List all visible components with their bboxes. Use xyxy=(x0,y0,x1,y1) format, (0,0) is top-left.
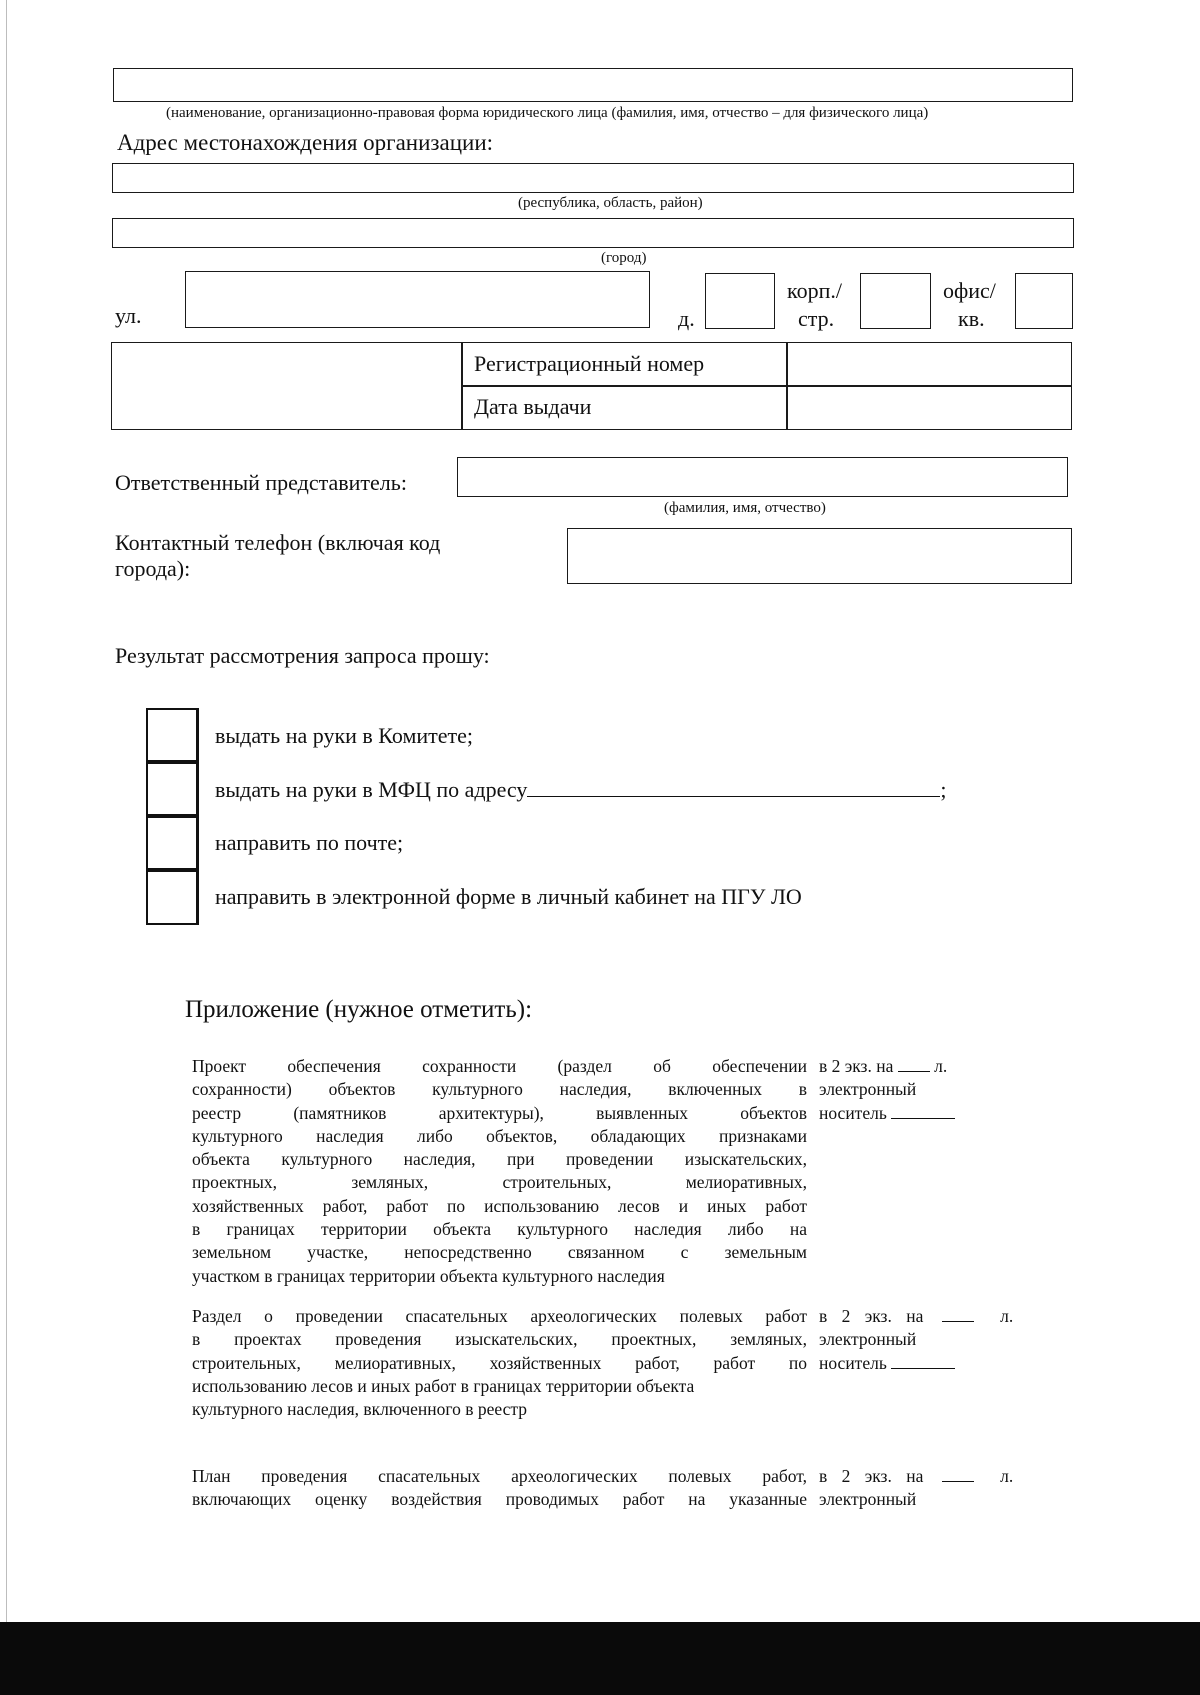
attachment-item-2-copies xyxy=(819,1305,1024,1375)
scan-bottom-band xyxy=(0,1622,1200,1695)
phone-field[interactable] xyxy=(567,528,1072,584)
corp-label-line1: корп./ xyxy=(787,278,842,303)
option-electronic-label: направить в электронной форме в личный кабинет на ПГУ ЛО xyxy=(215,884,802,909)
corp-field[interactable] xyxy=(860,273,931,329)
attachment-item-1-text xyxy=(192,1055,807,1288)
representative-input[interactable] xyxy=(458,458,1067,496)
sheets-count-blank[interactable] xyxy=(942,1307,974,1322)
option-mfc-checkbox[interactable] xyxy=(146,762,199,816)
sheets-count-blank[interactable] xyxy=(942,1467,974,1482)
phone-input[interactable] xyxy=(568,529,1071,583)
street-field[interactable] xyxy=(185,271,650,328)
media-label: электронный xyxy=(819,1489,917,1510)
office-label-line1: офис/ xyxy=(943,278,996,303)
attachment-1-line: хозяйственных работ, работ по использованию лесов и иных работ xyxy=(192,1195,807,1216)
city-field[interactable] xyxy=(112,218,1074,248)
media-label: электронный xyxy=(819,1329,917,1350)
phone-label-line1: Контактный телефон (включая код xyxy=(115,530,441,555)
representative-field[interactable] xyxy=(457,457,1068,497)
city-caption: (город) xyxy=(601,250,647,266)
attachment-1-line: Проект обеспечения сохранности (раздел об обеспечении xyxy=(192,1056,807,1076)
attachment-2-line: культурного наследия, включенного в реестр xyxy=(192,1399,527,1420)
option-mfc-row xyxy=(215,776,947,803)
attachment-2-line: в проектах проведения изыскательских, проектных, земляных, xyxy=(192,1329,807,1350)
attachment-2-line: использованию лесов и иных работ в границах территории объекта xyxy=(192,1375,695,1396)
attachments-heading: Приложение (нужное отметить): xyxy=(185,996,533,1023)
attachment-item-3-text xyxy=(192,1465,807,1512)
attachment-item-3-copies xyxy=(819,1465,1024,1512)
copies-prefix: в 2 экз. на xyxy=(819,1056,894,1076)
copies-prefix: в 2 экз. на xyxy=(819,1306,924,1326)
attachment-item-1-copies xyxy=(819,1055,955,1125)
region-input[interactable] xyxy=(113,164,1073,192)
reg-date-label: Дата выдачи xyxy=(474,394,592,419)
org-name-caption: (наименование, организационно-правовая форма юридического лица (фамилия, имя, отчество – для физического лица) xyxy=(166,105,929,121)
office-input[interactable] xyxy=(1016,274,1072,328)
attachment-3-line: включающих оценку воздействия проводимых работ на указанные xyxy=(192,1489,807,1510)
option-mfc-suffix: ; xyxy=(940,777,947,802)
attachment-1-line: объекта культурного наследия, при проведении изыскательских, xyxy=(192,1149,807,1170)
street-input[interactable] xyxy=(186,272,649,327)
option-post-checkbox[interactable] xyxy=(146,816,199,870)
phone-label-line2: города): xyxy=(115,556,191,581)
mfc-address-line[interactable] xyxy=(527,776,940,797)
house-field[interactable] xyxy=(705,273,775,329)
house-label: д. xyxy=(678,306,695,331)
org-name-input[interactable] xyxy=(114,69,1072,101)
reg-number-input[interactable] xyxy=(788,343,1071,385)
attachment-1-line: проектных, земляных, строительных, мелиоративных, xyxy=(192,1172,807,1193)
attachment-2-line: строительных, мелиоративных, хозяйственных работ, работ по xyxy=(192,1352,807,1373)
attachment-1-line: сохранности) объектов культурного наследия, включенных в xyxy=(192,1079,807,1100)
region-caption: (республика, область, район) xyxy=(518,195,703,211)
address-label: Адрес местонахождения организации: xyxy=(117,130,494,155)
copies-prefix: в 2 экз. на xyxy=(819,1466,924,1486)
copies-suffix: л. xyxy=(1000,1306,1014,1326)
attachment-item-2-text xyxy=(192,1305,807,1421)
corp-input[interactable] xyxy=(861,274,930,328)
reg-date-input[interactable] xyxy=(788,387,1071,429)
scan-edge xyxy=(6,0,7,1622)
attachment-1-line: в границах территории объекта культурного наследия либо на xyxy=(192,1219,807,1240)
office-label-line2: кв. xyxy=(958,306,985,331)
corp-label-line2: стр. xyxy=(798,306,835,331)
representative-caption: (фамилия, имя, отчество) xyxy=(664,500,826,516)
org-name-field[interactable] xyxy=(113,68,1073,102)
media-blank[interactable] xyxy=(891,1354,955,1369)
attachment-1-line: реестр (памятников архитектуры), выявленных объектов xyxy=(192,1102,807,1123)
copies-suffix: л. xyxy=(1000,1466,1014,1486)
media-label: электронный xyxy=(819,1079,917,1100)
house-input[interactable] xyxy=(706,274,774,328)
option-committee-checkbox[interactable] xyxy=(146,708,199,762)
media-label: носитель xyxy=(819,1102,887,1123)
city-input[interactable] xyxy=(113,219,1073,247)
attachment-1-line: участком в границах территории объекта культурного наследия xyxy=(192,1265,665,1286)
media-label: носитель xyxy=(819,1352,887,1373)
registration-table xyxy=(111,342,1072,430)
option-committee-label: выдать на руки в Комитете; xyxy=(215,723,474,748)
attachment-1-line: земельном участке, непосредственно связанном с земельным xyxy=(192,1242,807,1263)
representative-label: Ответственный представитель: xyxy=(115,470,407,495)
option-post-label: направить по почте; xyxy=(215,830,404,855)
region-field[interactable] xyxy=(112,163,1074,193)
option-mfc-label: выдать на руки в МФЦ по адресу xyxy=(215,777,528,802)
sheets-count-blank[interactable] xyxy=(898,1057,930,1072)
copies-suffix: л. xyxy=(934,1056,948,1076)
attachment-3-line: План проведения спасательных археологических полевых работ, xyxy=(192,1466,807,1486)
option-electronic-checkbox[interactable] xyxy=(146,870,199,925)
result-label: Результат рассмотрения запроса прошу: xyxy=(115,643,490,668)
attachment-2-line: Раздел о проведении спасательных археологических полевых работ xyxy=(192,1306,807,1326)
street-label: ул. xyxy=(115,303,142,328)
media-blank[interactable] xyxy=(891,1104,955,1119)
attachment-1-line: культурного наследия либо объектов, обладающих признаками xyxy=(192,1125,807,1146)
reg-number-label: Регистрационный номер xyxy=(474,351,705,376)
office-field[interactable] xyxy=(1015,273,1073,329)
